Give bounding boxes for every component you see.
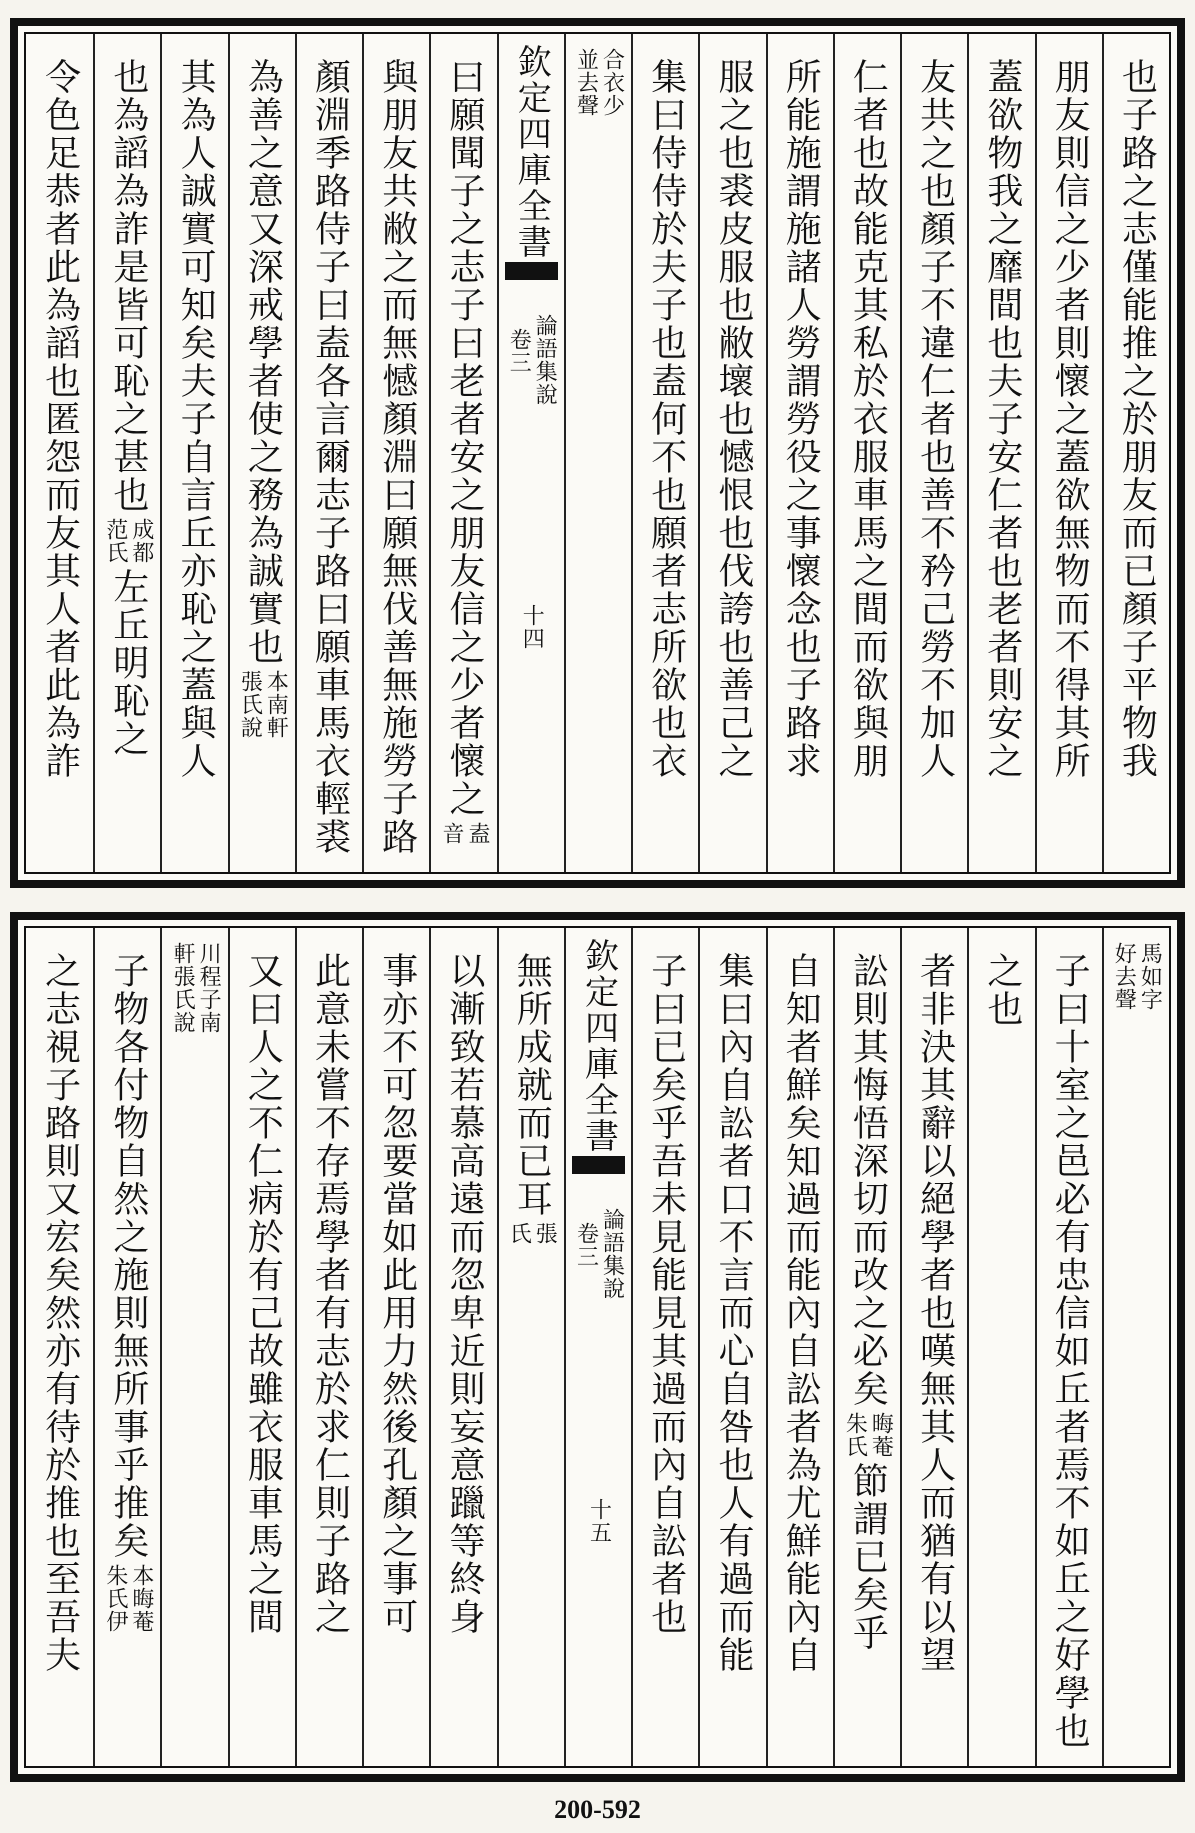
column-text: 以漸致若慕高遠而忽卑近則妄意躐等終身 <box>444 952 486 1636</box>
text-column <box>900 34 967 872</box>
annotation-line: 本晦菴 <box>128 1564 154 1633</box>
column-text: 集曰內自訟者口不言而心自咎也人有過而能 <box>712 952 754 1674</box>
text-column <box>295 928 362 1766</box>
book-name: 論語集說 <box>532 314 558 406</box>
top-page-frame <box>24 32 1171 874</box>
annotation-line: 軒張氏說 <box>170 942 196 1034</box>
annotation-pair <box>162 942 227 1034</box>
column-text: 曰願聞子之志子曰老者安之朋友信之少者懷之 <box>444 58 486 818</box>
fishtail-top <box>572 1156 625 1174</box>
center-margin-column <box>497 34 564 872</box>
text-column <box>631 34 698 872</box>
annotation-line: 張 <box>532 1222 558 1245</box>
page-code: 200-592 <box>554 1795 641 1824</box>
annotation-pair <box>104 1564 152 1633</box>
column-text: 為善之意又深戒學者使之務為誠實也 <box>242 58 284 666</box>
top-page <box>10 18 1185 888</box>
column-text: 子曰十室之邑必有忠信如丘者焉不如丘之好學也 <box>1049 952 1091 1750</box>
bottom-page-columns <box>26 928 1169 1766</box>
center-title: 欽定四庫全書 <box>578 938 619 1154</box>
text-column <box>766 34 833 872</box>
annotation-line: 范氏 <box>102 518 128 564</box>
column-text: 之志視子路則又宏矣然亦有待於推也至吾夫 <box>39 952 81 1674</box>
annotation-pair <box>439 822 491 845</box>
column-text: 所能施謂施諸人勞謂勞役之事懷念也子路求 <box>780 58 822 780</box>
annotation-line: 朱氏伊 <box>102 1564 128 1633</box>
text-column <box>228 928 295 1766</box>
column-text: 訟則其悔悟深切而改之必矣 <box>847 952 889 1408</box>
column-text: 與朋友共敝之而無憾顏淵曰願無伐善無施勞子路 <box>376 58 418 856</box>
column-text: 也子路之志僅能推之於朋友而已顏子平物我 <box>1116 58 1158 780</box>
annotation-line: 馬如字 <box>1137 942 1163 1011</box>
text-column <box>1035 928 1102 1766</box>
column-text-continued: 節謂已矣乎 <box>847 1462 889 1652</box>
text-column <box>631 928 698 1766</box>
annotation-line: 晦菴 <box>868 1412 894 1458</box>
column-text: 友共之也顏子不違仁者也善不矜己勞不加人 <box>914 58 956 780</box>
column-text: 者非決其辭以絕學者也嘆無其人而猶有以望 <box>914 952 956 1674</box>
text-column <box>26 34 93 872</box>
column-text: 其為人誠實可知矣夫子自言丘亦恥之蓋與人 <box>175 58 217 780</box>
book-name: 論語集說 <box>599 1208 625 1300</box>
folio-number: 十五 <box>586 1498 612 1544</box>
annotation-column <box>1102 928 1169 1766</box>
column-text: 服之也裘皮服也敝壞也憾恨也伐誇也善己之 <box>712 58 754 780</box>
text-column <box>362 34 429 872</box>
text-column <box>228 34 295 872</box>
annotation-pair <box>506 1222 558 1245</box>
annotation-column <box>160 928 227 1766</box>
column-text: 顏淵季路侍子曰盍各言爾志子路曰願車馬衣輕裘 <box>309 58 351 856</box>
annotation-pair <box>104 518 152 564</box>
column-text-continued: 左丘明恥之 <box>107 568 149 758</box>
annotation-line: 本南軒 <box>263 670 289 739</box>
text-column <box>497 928 564 1766</box>
annotation-line: 好去聲 <box>1111 942 1137 1011</box>
annotation-pair <box>842 1412 894 1458</box>
text-column <box>833 928 900 1766</box>
fishtail-top <box>505 262 558 280</box>
bottom-page <box>10 912 1185 1782</box>
annotation-line: 川程子南 <box>196 942 222 1034</box>
column-text: 集曰侍侍於夫子也盍何不也願者志所欲也衣 <box>645 58 687 780</box>
text-column <box>967 928 1034 1766</box>
column-text: 蓋欲物我之靡間也夫子安仁者也老者則安之 <box>981 58 1023 780</box>
volume-number: 卷三 <box>506 328 532 374</box>
annotation-column <box>564 34 631 872</box>
bottom-page-frame <box>24 926 1171 1768</box>
text-column <box>26 928 93 1766</box>
annotation-line: 音 <box>439 822 465 845</box>
column-text: 仁者也故能克其私於衣服車馬之間而欲與朋 <box>847 58 889 780</box>
center-book-info <box>566 1208 631 1300</box>
text-column <box>967 34 1034 872</box>
column-text: 此意未嘗不存焉學者有志於求仁則子路之 <box>309 952 351 1636</box>
text-column <box>900 928 967 1766</box>
center-margin-column <box>564 928 631 1766</box>
volume-number: 卷三 <box>573 1222 599 1268</box>
column-text: 子物各付物自然之施則無所事乎推矣 <box>107 952 149 1560</box>
text-column <box>698 34 765 872</box>
annotation-line: 張氏說 <box>237 670 263 739</box>
text-column <box>160 34 227 872</box>
center-title: 欽定四庫全書 <box>511 44 552 260</box>
text-column <box>93 928 160 1766</box>
top-page-columns <box>26 34 1169 872</box>
text-column <box>1102 34 1169 872</box>
text-column <box>362 928 429 1766</box>
column-text: 也為謟為詐是皆可恥之甚也 <box>107 58 149 514</box>
column-text: 自知者鮮矣知過而能內自訟者為尤鮮能內自 <box>780 952 822 1674</box>
column-text: 無所成就而已耳 <box>511 952 553 1218</box>
column-text: 事亦不可忽要當如此用力然後孔顏之事可 <box>376 952 418 1636</box>
center-book-info <box>499 314 564 406</box>
column-text: 朋友則信之少者則懷之蓋欲無物而不得其所 <box>1049 58 1091 780</box>
text-column <box>295 34 362 872</box>
text-column <box>429 928 496 1766</box>
column-text: 子曰已矣乎吾未見能見其過而內自訟者也 <box>645 952 687 1636</box>
annotation-line: 朱氏 <box>842 1412 868 1458</box>
annotation-pair <box>1104 942 1169 1011</box>
text-column <box>93 34 160 872</box>
folio-number: 十四 <box>519 604 545 650</box>
text-column <box>766 928 833 1766</box>
annotation-line: 氏 <box>506 1222 532 1245</box>
annotation-line: 成都 <box>128 518 154 564</box>
column-text: 又曰人之不仁病於有己故雖衣服車馬之間 <box>242 952 284 1636</box>
text-column <box>698 928 765 1766</box>
text-column <box>833 34 900 872</box>
column-text: 令色足恭者此為謟也匿怨而友其人者此為詐 <box>39 58 81 780</box>
annotation-pair <box>566 48 631 117</box>
text-column <box>1035 34 1102 872</box>
annotation-pair <box>237 670 289 739</box>
annotation-line: 盍 <box>465 822 491 845</box>
column-text: 之也 <box>981 952 1023 1028</box>
annotation-line: 並去聲 <box>573 48 599 117</box>
annotation-line: 合衣少 <box>599 48 625 117</box>
text-column <box>429 34 496 872</box>
